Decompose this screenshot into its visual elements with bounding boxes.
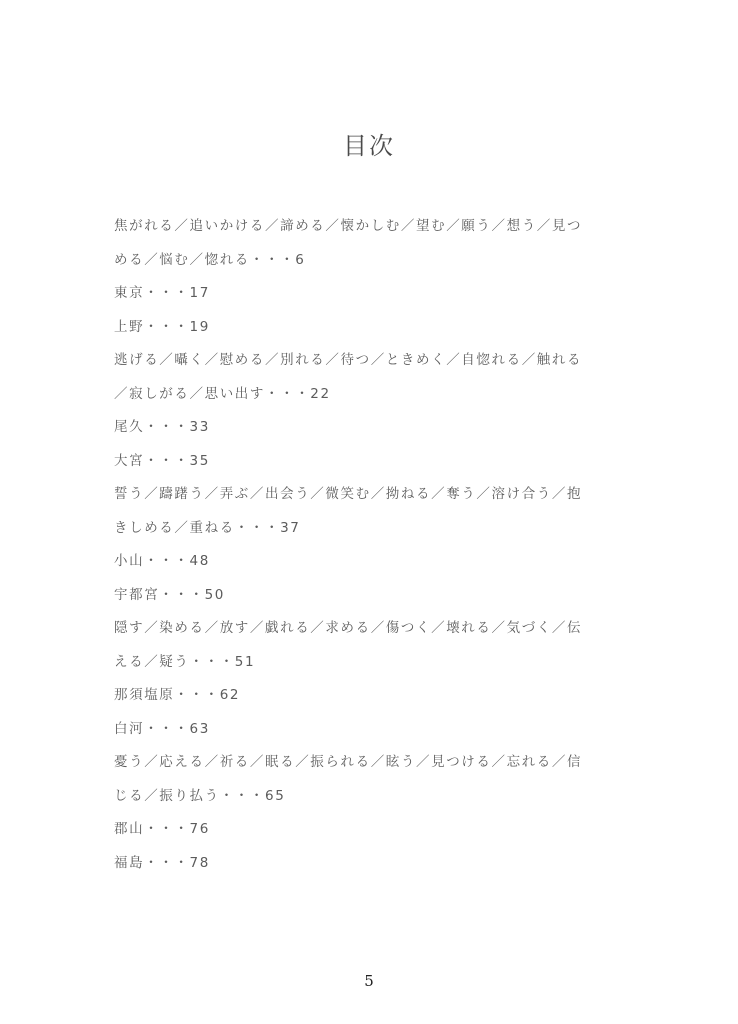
toc-line: 大宮・・・35 <box>114 452 210 469</box>
toc-line: きしめる／重ねる・・・37 <box>114 519 301 536</box>
toc-line: 隠す／染める／放す／戯れる／求める／傷つく／壊れる／気づく／伝 <box>114 620 583 636</box>
toc-line: 福島・・・78 <box>114 854 210 871</box>
toc-line: ／寂しがる／思い出す・・・22 <box>114 385 331 402</box>
toc-line: 小山・・・48 <box>114 553 210 569</box>
toc-line: 焦がれる／追いかける／諦める／懐かしむ／望む／願う／想う／見つ <box>114 218 583 234</box>
toc-line: える／疑う・・・51 <box>114 653 256 670</box>
toc-line: 宇都宮・・・50 <box>114 586 225 603</box>
toc-line: 上野・・・19 <box>114 318 210 335</box>
toc-line: 那須塩原・・・62 <box>114 687 241 703</box>
toc-line: 憂う／応える／祈る／眠る／振られる／眩う／見つける／忘れる／信 <box>114 754 583 770</box>
toc-line: 郡山・・・76 <box>114 821 210 837</box>
toc-line: める／悩む／惚れる・・・6 <box>114 251 306 268</box>
toc-line: 尾久・・・33 <box>114 419 210 435</box>
toc-line: 逃げる／囁く／慰める／別れる／待つ／ときめく／自惚れる／触れる <box>114 352 583 368</box>
toc-line: 誓う／躊躇う／弄ぶ／出会う／微笑む／拗ねる／奪う／溶け合う／抱 <box>114 486 583 502</box>
page-title: 目次 <box>343 132 395 160</box>
toc-line: 白河・・・63 <box>114 720 210 737</box>
table-of-contents <box>114 213 604 883</box>
toc-line: 東京・・・17 <box>114 285 210 301</box>
toc-line: じる／振り払う・・・65 <box>114 787 286 804</box>
page-number: 5 <box>364 972 374 990</box>
